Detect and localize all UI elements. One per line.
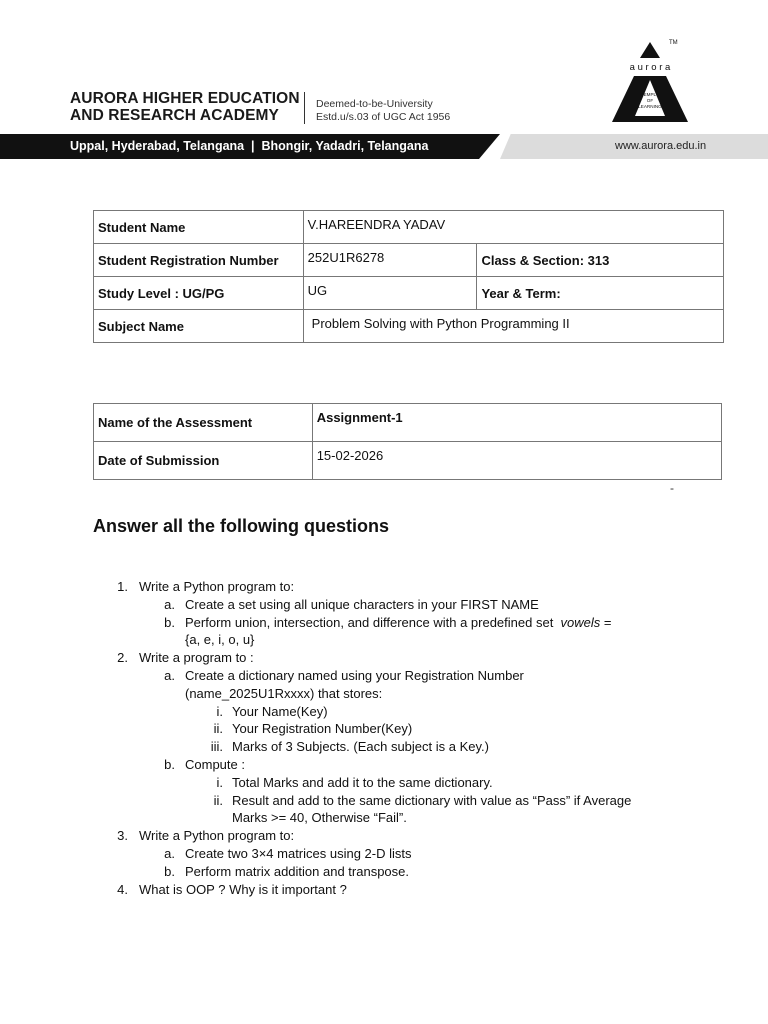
logo-of: OF	[646, 98, 654, 103]
header-divider	[304, 92, 305, 124]
logo-wordmark: a u r o r a	[629, 62, 671, 73]
table-row	[94, 211, 724, 244]
item-number: i.	[216, 774, 223, 790]
stray-dash: -	[670, 481, 674, 495]
list-item	[0, 809, 768, 827]
deemed-status	[316, 98, 450, 124]
item-number: ii.	[213, 721, 223, 737]
subquestion-text-main: Perform union, intersection, and difference with a predefined set	[185, 614, 554, 630]
list-item	[0, 792, 768, 810]
submission-date-label: Date of Submission	[94, 442, 313, 480]
assessment-name-label: Name of the Assessment	[94, 404, 313, 442]
list-item	[0, 578, 768, 596]
subquestion-text	[185, 614, 612, 632]
subquestion-text: Create a set using all unique characters in your FIRST NAME	[185, 596, 539, 612]
question-number: 3.	[117, 828, 128, 844]
item-continuation: Marks >= 40, Otherwise “Fail”.	[232, 810, 407, 826]
assessment-table	[93, 403, 722, 480]
page-heading: Answer all the following questions	[93, 516, 390, 536]
subject-name-value: Problem Solving with Python Programming II	[303, 310, 723, 343]
study-level-value: UG	[303, 277, 477, 310]
submission-date-value: 15-02-2026	[312, 442, 721, 480]
list-item	[0, 738, 768, 756]
student-name-value: V.HAREENDRA YADAV	[303, 211, 723, 244]
subquestion-text: Compute :	[185, 756, 245, 772]
logo-tm: TM	[669, 40, 678, 46]
subquestion-number: a.	[164, 667, 175, 683]
subquestion-number: b.	[164, 863, 175, 879]
list-item	[0, 649, 768, 667]
table-row	[94, 404, 722, 442]
item-number: i.	[216, 703, 223, 719]
item-text: Your Registration Number(Key)	[232, 721, 413, 737]
subquestion-number: b.	[164, 756, 175, 772]
list-item	[0, 685, 768, 703]
subquestion-number: a.	[164, 596, 175, 612]
subquestion-text: Perform matrix addition and transpose.	[185, 863, 409, 879]
list-item	[0, 631, 768, 649]
list-item	[0, 720, 768, 738]
institution-name-line1: AURORA HIGHER EDUCATION	[70, 90, 300, 107]
year-term-label: Year & Term:	[477, 277, 724, 310]
subquestion-number: b.	[164, 614, 175, 630]
item-text: Your Name(Key)	[232, 703, 328, 719]
table-row	[94, 277, 724, 310]
subquestion-text: Create a dictionary named using your Registration Number	[185, 667, 524, 683]
table-row	[94, 310, 724, 343]
item-text: Marks of 3 Subjects. (Each subject is a Key.)	[232, 739, 489, 755]
list-item	[0, 703, 768, 721]
campus-text: Uppal, Hyderabad, Telangana | Bhongir, Yadadri, Telangana	[70, 139, 429, 153]
institution-name-line2: AND RESEARCH ACADEMY	[70, 107, 279, 124]
subquestion-continuation: {a, e, i, o, u}	[185, 632, 255, 648]
registration-label: Student Registration Number	[94, 244, 304, 277]
aurora-logo	[612, 36, 688, 126]
class-section-label: Class & Section: 313	[477, 244, 724, 277]
list-item	[0, 667, 768, 685]
registration-value: 252U1R6278	[303, 244, 477, 277]
list-item	[0, 756, 768, 774]
institution-name	[70, 90, 300, 124]
deemed-line1: Deemed-to-be-University	[316, 98, 433, 110]
deemed-line2: Estd.u/s.03 of UGC Act 1956	[316, 111, 451, 123]
logo-temple: TEMPLE	[640, 92, 660, 97]
subquestion-number: a.	[164, 845, 175, 861]
list-item	[0, 614, 768, 632]
logo-apex	[640, 42, 660, 58]
student-info-table	[93, 210, 724, 343]
question-list	[0, 578, 768, 898]
website-link[interactable]: www.aurora.edu.in	[615, 140, 707, 152]
subquestion-continuation: (name_2025U1Rxxxx) that stores:	[185, 685, 383, 701]
question-text: Write a Python program to:	[139, 828, 295, 844]
question-number: 1.	[117, 579, 128, 594]
list-item	[0, 863, 768, 881]
study-level-label: Study Level : UG/PG	[94, 277, 304, 310]
subject-name-label: Subject Name	[94, 310, 304, 343]
student-name-label: Student Name	[94, 211, 304, 244]
item-text: Result and add to the same dictionary with value as “Pass” if Average	[232, 792, 632, 808]
logo-learning: LEARNING	[638, 104, 662, 109]
list-item	[0, 881, 768, 899]
list-item	[0, 596, 768, 614]
question-number: 4.	[117, 881, 128, 897]
item-text: Total Marks and add it to the same dictionary.	[232, 774, 493, 790]
question-number: 2.	[117, 650, 128, 666]
list-item	[0, 845, 768, 863]
table-row	[94, 244, 724, 277]
vowels-variable: vowels	[560, 614, 601, 630]
question-text: Write a Python program to:	[139, 579, 295, 594]
list-item	[0, 774, 768, 792]
assessment-name-value: Assignment-1	[312, 404, 721, 442]
table-row	[94, 442, 722, 480]
subquestion-text: Create two 3×4 matrices using 2-D lists	[185, 845, 412, 861]
list-item	[0, 827, 768, 845]
question-text: Write a program to :	[139, 650, 254, 666]
item-number: iii.	[210, 739, 223, 755]
equals-sign: =	[603, 614, 612, 630]
question-text: What is OOP ? Why is it important ?	[139, 881, 347, 897]
item-number: ii.	[213, 792, 223, 808]
